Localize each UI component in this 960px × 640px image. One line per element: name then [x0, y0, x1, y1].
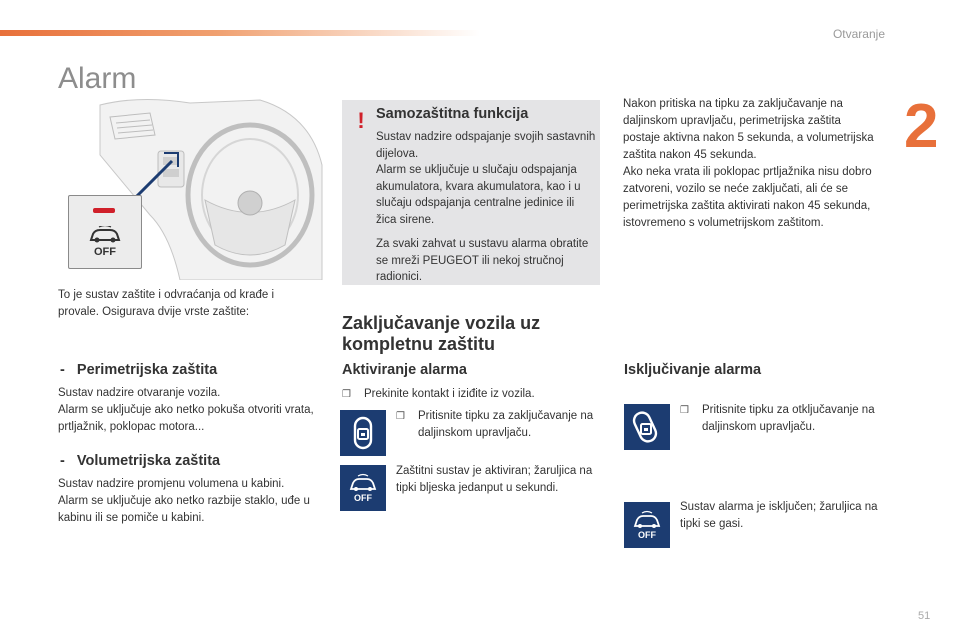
intro-text: To je sustav zaštite i odvraćanja od krađe i provale. Osigurava dvije vrste zaštite: [58, 289, 275, 318]
key-off-label: OFF [638, 530, 656, 540]
warning-title: Samozaštitna funkcija [376, 106, 529, 122]
chapter-title: Otvaranje [832, 27, 885, 41]
page-title: Alarm [58, 62, 137, 95]
warning-p1a: Sustav nadzire odspajanje svojih sastavnih dijelova. [376, 131, 596, 160]
perimeter-line1: Sustav nadzire otvaranje vozila. [58, 387, 221, 399]
warning-icon: ! [357, 108, 365, 133]
warning-p2: Za svaki zahvat u sustavu alarma obratite se mreži PEUGEOT ili nekoj stručnoj radionici. [376, 238, 589, 283]
volumetric-line1: Sustav nadzire promjenu volumena u kabini. [58, 478, 285, 490]
right-note-p1: Nakon pritiska na tipku za zaključavanje na daljinskom upravljaču, perimetrijska zaštita postaje aktivna nakon 5 sekunda, a volumetrijska zaštita nakon 45 sekunda. [623, 98, 874, 161]
lock-key-icon [340, 410, 386, 456]
volumetric-heading: - Volumetrijska zaštita [60, 453, 221, 469]
unlock-key-icon [624, 404, 670, 450]
activation-step2-text: Pritisnite tipku za zaključavanje na daljinskom upravljaču. [418, 410, 594, 439]
volumetric-line2: Alarm se uključuje ako netko razbije staklo, uđe u kabinu ili se pomiče u kabini. [58, 495, 310, 524]
warning-p1b: Alarm se uključuje u slučaju odspajanja akumulatora, kvara akumulatora, kao i u slučaju odspajanja centralne jedinice ili žica sirene. [376, 164, 581, 226]
car-interior-illustration [60, 95, 325, 280]
alarm-off-button-icon [68, 195, 142, 269]
activation-result: Zaštitni sustav je aktiviran; žaruljica na tipki bljeska jedanput u sekundi. [396, 465, 593, 494]
chapter-number: 2 [904, 92, 939, 161]
locking-heading: Zaključavanje vozila uz kompletnu zaštitu [342, 313, 541, 354]
perimeter-line2: Alarm se uključuje ako netko pokuša otvoriti vrata, prtljažnik, poklopac motora... [58, 404, 314, 433]
perimeter-heading: - Perimetrijska zaštita [60, 362, 218, 378]
bullet-icon: ❒ [680, 405, 689, 416]
page-number: 51 [918, 610, 931, 622]
self-protection-box [342, 100, 600, 285]
activation-step1-text: Prekinite kontakt i iziđite iz vozila. [364, 388, 535, 400]
key-off-label: OFF [354, 493, 372, 503]
activation-heading: Aktiviranje alarma [342, 362, 467, 378]
warning-body [376, 129, 596, 294]
alarm-off-key-icon [340, 465, 386, 511]
alarm-off-key-icon-2 [624, 502, 670, 548]
deactivation-step1-text: Pritisnite tipku za otključavanje na daljinskom upravljaču. [702, 404, 875, 433]
button-label: OFF [94, 246, 116, 258]
bullet-icon: ❒ [396, 411, 405, 422]
deactivation-result: Sustav alarma je isključen; žaruljica na tipki se gasi. [680, 501, 878, 530]
right-note-p2: Ako neka vrata ili poklopac prtljažnika nisu dobro zatvoreni, vozilo se neće zaključati, ali će se perimetrijska zaštita aktivirati nakon 45 sekunda, istovremeno s volumetrijskom zaštitom. [623, 166, 872, 229]
header-accent-bar [0, 30, 480, 36]
deactivation-heading: Isključivanje alarma [624, 362, 762, 378]
bullet-icon: ❒ [342, 389, 351, 400]
